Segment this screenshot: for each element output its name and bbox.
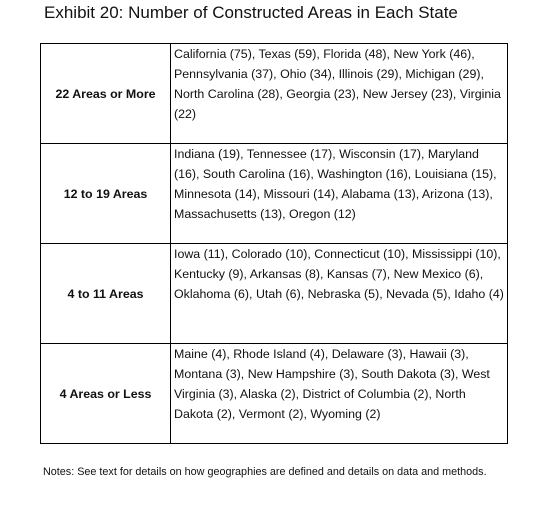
exhibit-title: Exhibit 20: Number of Constructed Areas in Each State [44,3,458,22]
table-row [41,44,508,144]
states-cell [171,244,508,344]
category-cell: 4 to 11 Areas [41,244,171,344]
states-cell [171,344,508,444]
table-row [41,144,508,244]
table-row [41,344,508,444]
areas-table [40,43,508,444]
table-row [41,244,508,344]
states-cell [171,44,508,144]
category-cell: 4 Areas or Less [41,344,171,444]
category-cell: 12 to 19 Areas [41,144,171,244]
states-cell [171,144,508,244]
category-cell: 22 Areas or More [41,44,171,144]
notes-text: Notes: See text for details on how geographies are defined and details on data and methods. [43,466,487,478]
states-list: Iowa (11), Colorado (10), Connecticut (10), Mississippi (10), Kentucky (9), Arkansas (8), Kansas (7), New Mexico (6), Oklahoma (6), Utah (6), Nebraska (5), Nevada (5), Idaho (4) [174,247,504,301]
states-list: California (75), Texas (59), Florida (48), New York (46), Pennsylvania (37), Ohio (34), Illinois (29), Michigan (29), North Carolina (28), Georgia (23), New Jersey (23), Virginia (22) [174,47,501,121]
states-list: Indiana (19), Tennessee (17), Wisconsin (17), Maryland (16), South Carolina (16), Washington (16), Louisiana (15), Minnesota (14), Missouri (14), Alabama (13), Arizona (13), Massachusetts (13), Oregon (12) [174,147,497,221]
states-list: Maine (4), Rhode Island (4), Delaware (3), Hawaii (3), Montana (3), New Hampshire (3), South Dakota (3), West Virginia (3), Alaska (2), District of Columbia (2), North Dakota (2), Vermont (2), Wyoming (2) [174,347,490,421]
